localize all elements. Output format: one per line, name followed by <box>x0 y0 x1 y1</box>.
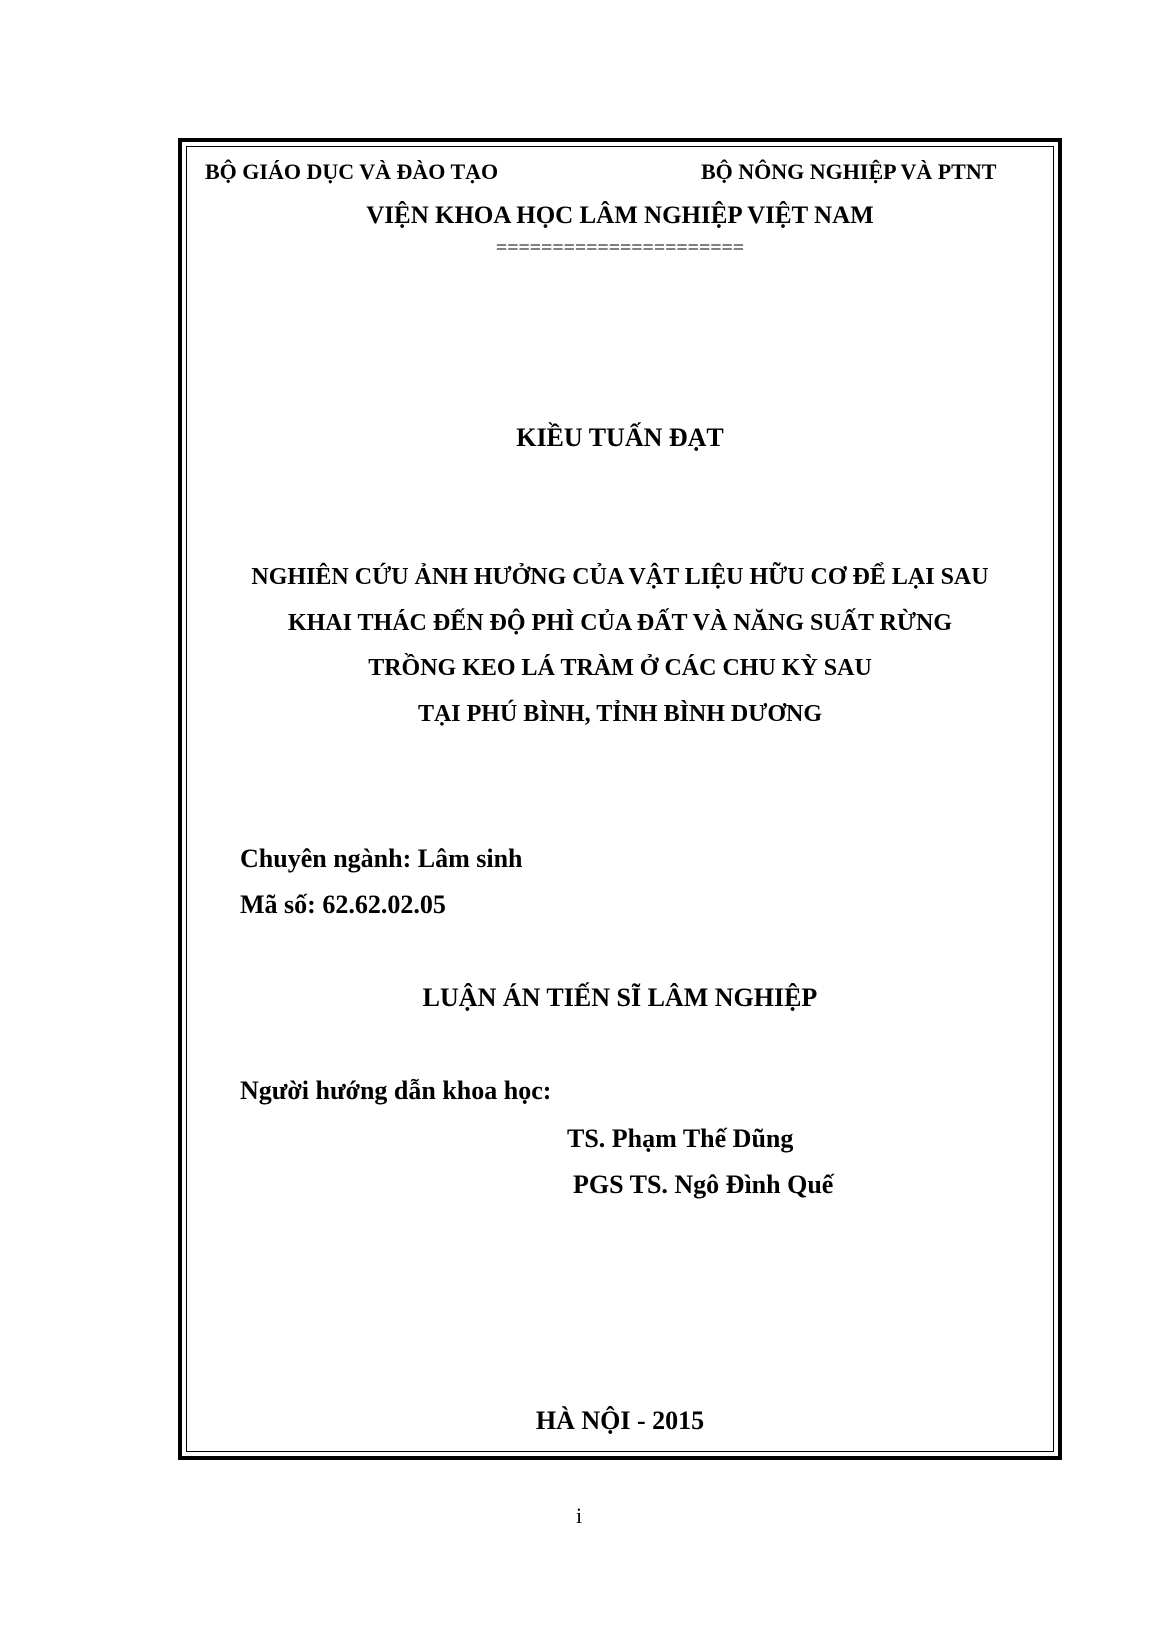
major: Chuyên ngành: Lâm sinh <box>240 844 523 873</box>
header-separator: ====================== <box>495 237 745 259</box>
author-name: KIỀU TUẤN ĐẠT <box>516 423 724 452</box>
page-border-inner <box>186 146 1054 1452</box>
supervisor-name: TS. Phạm Thế Dũng <box>567 1124 794 1153</box>
thesis-title-line: TẠI PHÚ BÌNH, TỈNH BÌNH DƯƠNG <box>417 701 823 727</box>
supervisor-label: Người hướng dẫn khoa học: <box>240 1076 552 1105</box>
degree-type: LUẬN ÁN TIẾN SĨ LÂM NGHIỆP <box>422 983 818 1012</box>
major-code: Mã số: 62.62.02.05 <box>240 890 446 919</box>
thesis-title-line: KHAI THÁC ĐẾN ĐỘ PHÌ CỦA ĐẤT VÀ NĂNG SUẤT RỪNG <box>287 610 953 636</box>
institute-name: VIỆN KHOA HỌC LÂM NGHIỆP VIỆT NAM <box>366 202 874 229</box>
page-number: i <box>575 1503 583 1528</box>
ministry-left: BỘ GIÁO DỤC VÀ ĐÀO TẠO <box>205 159 499 184</box>
ministry-right: BỘ NÔNG NGHIỆP VÀ PTNT <box>701 159 997 184</box>
place-year: HÀ NỘI - 2015 <box>535 1406 705 1435</box>
supervisor-name: PGS TS. Ngô Đình Quế <box>573 1170 834 1199</box>
thesis-title-line: NGHIÊN CỨU ẢNH HƯỞNG CỦA VẬT LIỆU HỮU CƠ ĐỂ LẠI SAU <box>251 564 989 590</box>
thesis-title-line: TRỒNG KEO LÁ TRÀM Ở CÁC CHU KỲ SAU <box>368 655 872 681</box>
